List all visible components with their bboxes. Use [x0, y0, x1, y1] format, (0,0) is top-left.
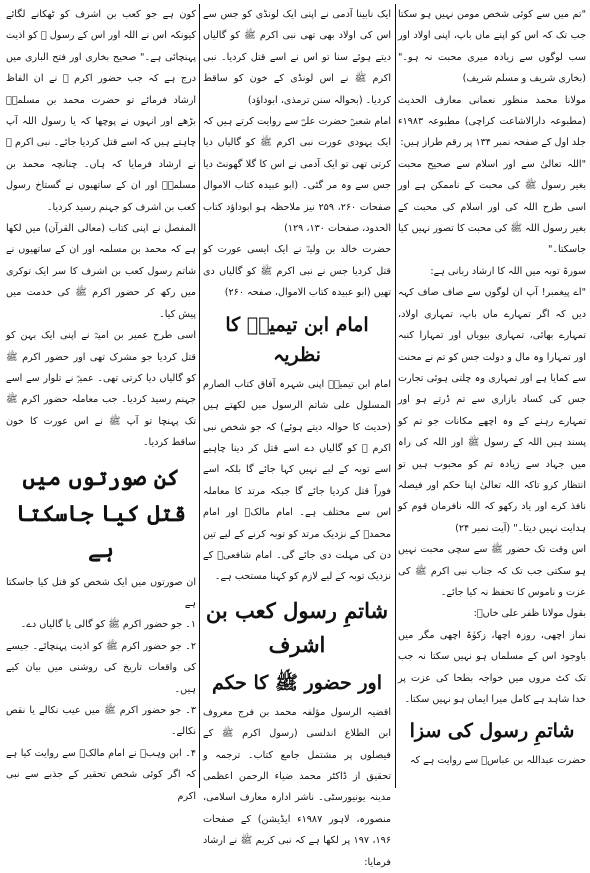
paragraph: اسی طرح عمیر بن امیہؓ نے اپنی ایک بہن کو قتل کردیا جو مشرک تھی اور حضور اکرم ﷺ کو گالیاں دیا کرتی تھی۔ عمیرؓ نے تلوار سے اسے جہنم رسید کردیا۔ جب معاملہ حضور اکرم ﷺ تک پہنچا تو آپ ﷺ نے اس عورت کا خون ساقط کردیا۔ [6, 330, 196, 449]
paragraph: "اللہ تعالیٰ سے اور اسلام سے صحیح محبت بغیر رسول ﷺ کی محبت کے ناممکن ہے اور اسی طرح اللہ کی اور اسلام کی محبت کے بغیر رسول اللہ ﷺ کی محبت کا تصور نہیں کیا جاسکتا۔" [398, 158, 586, 256]
paragraph: بقول مولانا ظفر علی خاںؒ: [473, 608, 586, 620]
paragraph: اس وقت تک حضور ﷺ سے سچی محبت نہیں ہو سکتی جب تک کہ جناب نبی اکرم ﷺ کی عزت و ناموس کا تحفظ نہ کیا جائے۔ [398, 544, 586, 598]
list-item: ۴۔ ابن وہبؒ نے امام مالکؒ سے روایت کیا ہے کہ اگر کوئی شخص تحقیر کے جذبے سے نبی اکرم [6, 747, 196, 802]
column-divider [199, 4, 200, 788]
list-item: ۲۔ جو حضور اکرم ﷺ کو اذیت پہنچائے۔ جیسے کی واقعات تاریخ کی روشنی میں بیان کیے ہیں۔ [6, 640, 196, 695]
paragraph: ایک نابینا آدمی نے اپنی ایک لونڈی کو جس سے اس کی اولاد بھی تھی نبی اکرم ﷺ کو گالیاں دیتے ہوئے سنا تو اس نے اسے قتل کردیا۔ نبی اکرم ﷺ نے اس لونڈی کے خون کو ساقط کردیا۔ (بحوالہ سنن ترمذی، ابوداؤد) [203, 9, 391, 106]
section-heading: امام ابن تیمیہؒ کا نظریہ [225, 313, 369, 366]
paragraph: "تم میں سے کوئی شخص مومن نہیں ہو سکتا جب تک کہ اس کو اپنے ماں باپ، اپنی اولاد اور سب لوگوں سے زیادہ میری محبت نہ ہو۔" (بخاری شریف و مسلم شریف) [398, 9, 586, 85]
column-middle [203, 4, 391, 868]
list-item: ۳۔ جو حضور اکرم ﷺ میں عیب نکالے یا نقص نکالے۔ [6, 704, 196, 738]
column-divider [395, 4, 396, 788]
section-subheading: اور حضور ﷺ کا حکم [212, 671, 382, 694]
paragraph: ان صورتوں میں ایک شخص کو قتل کیا جاسکتا ہے [6, 576, 196, 609]
column-right [398, 4, 586, 790]
section-heading: شاتمِ رسول کی سزا [409, 720, 575, 743]
paragraph: المفصل نے اپنی کتاب (معالی القرآن) میں لکھا ہے کہ محمد بن مسلمہ اور ان کے ساتھیوں نے شاتم رسول کعب بن اشرف کا سر ایک توکری میں رکھ کر حضور اکرم ﷺ کی خدمت میں پیش کیا۔ [6, 223, 196, 320]
paragraph: نماز اچھی، روزہ اچھا، زکوٰۃ اچھی مگر میں باوجود اس کے مسلماں ہو نہیں سکتا نہ جب تک کٹ مروں میں خواجہ بطحا کی عزت پر خدا شاہد ہے کامل میرا ایماں ہو نہیں سکتا۔ [398, 629, 586, 705]
paragraph: اقضیہ الرسول مؤلفہ محمد بن فرج معروف ابن الطلاع اندلسی (رسول اکرم ﷺ کے فیصلوں پر مشتمل جامع کتاب۔ ترجمہ و تحقیق از ڈاکٹر محمد ضیاء الرحمن اعظمی مدینہ یونیورسٹی۔ ناشر ادارہ معارف اسلامی، منصورہ، لاہور ۱۹۸۷ء ایڈیشن) کے صفحات ۱۹۶، ۱۹۷ پر لکھا ہے کہ نبی کریم ﷺ نے ارشاد فرمایا: [203, 706, 391, 868]
column-left [6, 4, 196, 802]
paragraph: حضرت عبداللہ بن عباسؓ سے روایت ہے کہ [409, 755, 586, 767]
paragraph: امام شعبیؒ حضرت علیؓ سے روایت کرتے ہیں کہ ایک یہودی عورت نبی اکرم ﷺ کو گالیاں دیا کرتی تھی تو ایک آدمی نے اس کا گلا گھونٹ دیا جس سے وہ مر گئی۔ (ابو عبیدہ کتاب الاموال صفحات ۲۶۰، ۲۵۹ نیز ملاحظہ ہو ابوداؤد کتاب الحدود، صفحات ۱۳۰، ۱۲۹) [203, 116, 391, 235]
paragraph: کون ہے جو کعب بن اشرف کو ٹھکانے لگائے کیونکہ اس نے اللہ اور اس کے رسول ﷺ کو اذیت پہنچائی ہے۔" صحیح بخاری اور فتح الباری میں درج ہے کہ جب حضور اکرم ﷺ نے ان الفاظ ارشاد فرمائے تو حضرت محمد بن مسلمہؓ بڑھے اور انہوں نے پوچھا کہ یا رسول اللہ آپ چاہتے ہیں کہ اسے قتل کردیا جائے۔ نبی اکرم ﷺ نے ارشاد فرمایا کہ ہاں۔ چنانچہ محمد بن مسلمہؓ اور ان کے ساتھیوں نے گستاخ رسول کعب بن اشرف کو جہنم رسید کردیا۔ [6, 9, 196, 213]
section-heading: شاتمِ رسول کعب بن اشرف [205, 597, 389, 657]
paragraph: حضرت خالد بن ولیدؓ نے ایک ایسی عورت کو قتل کردیا جس نے نبی اکرم ﷺ کو گالیاں دی تھیں (ابو عبیدہ کتاب الاموال، صفحہ ۲۶۰) [203, 244, 391, 299]
section-heading: کن صورتوں میں قتل کیا جاسکتا ہے [15, 464, 186, 563]
paragraph: سورۃ توبہ میں اللہ کا ارشاد ربانی ہے: [430, 265, 586, 277]
paragraph: مولانا محمد منظور نعمانی معارف الحدیث (مطبوعہ دارالاشاعت کراچی) مطبوعہ ۱۹۸۳ء جلد اول کے صفحہ نمبر ۱۳۴ پر رقم طراز ہیں: [398, 94, 586, 149]
paragraph: "اے پیغمبر! آپ ان لوگوں سے صاف صاف کہہ دیں کہ اگر تمہارے ماں باپ، تمہاری اولاد، تمہارے بھائی، تمہاری بیویاں اور تمہارا کنبہ اور تمہارا وہ مال و دولت جس کو تم نے محنت سے کمایا ہے اور تمہاری وہ چلتی ہوئی تجارت جس کی کساد بازاری سے تم ڈرتے ہو اور تمہارے رہنے کے وہ اچھے مکانات جو تم کو پسند ہیں اللہ کے رسول ﷺ اور اللہ کی راہ میں جہاد سے زیادہ تم کو محبوب ہیں تو انتظار کرو تاکہ اللہ تعالیٰ اپنا حکم اور فیصلہ نافذ کرے اور یاد رکھو کہ اللہ نافرمان قوم کو ہدایت نہیں دیتا۔" (آیت نمبر ۲۴) [398, 287, 586, 534]
paragraph: امام ابن تیمیہؒ اپنی شہرہ آفاق کتاب الصارم المسلول علی شاتم الرسول میں لکھتے ہیں (حدیث کا حوالہ دیتے ہوئے) کہ جو شخص نبی اکرم ﷺ کو گالیاں دے اسے قتل کر دینا چاہیے اسے توبہ کے لیے نہیں کہا جائے گا بلکہ اسے فوراً قتل کردیا جائے گا جبکہ مرتد کا معاملہ اس سے مختلف ہے۔ امام مالکؒ اور امام محمدؒ کے نزدیک مرتد کو توبہ کرنے کے لیے تین دن کی مہلت دی جائے گی۔ امام شافعیؒ کے نزدیک توبہ کے لیے لازم کو کہنا مستحب ہے۔ [203, 378, 391, 583]
list-item: ۱۔ جو حضور اکرم ﷺ کو گالی یا گالیاں دے۔ [20, 619, 196, 631]
